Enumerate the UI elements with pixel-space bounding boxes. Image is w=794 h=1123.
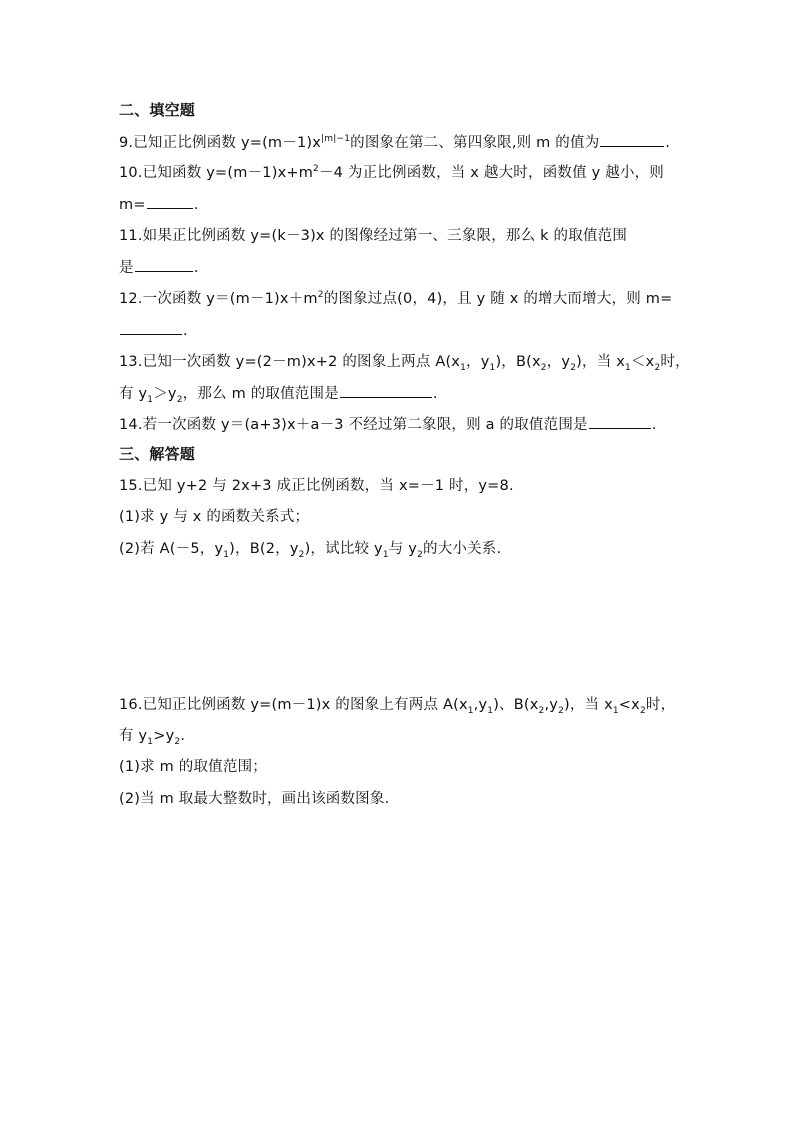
section-title-answer: 三、解答题 xyxy=(119,445,196,463)
question-16-line-2: 有 $y_1>y_2$. xyxy=(119,728,186,747)
question-12-line-1: 12.一次函数 $y=(m-1)x+m^2$的图象过点(0，4)，且 y 随 x 的增大而增大，则 m= xyxy=(119,290,673,307)
question-13-line-2: 有 $y_1>y_2$，那么 m 的取值范围是 . xyxy=(119,383,438,404)
question-15-part-2: (2)若 A(－5，$y_1$)，B(2，$y_2$)，试比较 $y_1$与 $y_2$的大小关系. xyxy=(119,541,502,560)
question-16-part-1: (1)求 m 的取值范围； xyxy=(119,759,267,775)
answer-blank-12[interactable] xyxy=(120,320,182,335)
question-12-line-2: . xyxy=(119,320,188,341)
question-10-line-1: 10.已知函数 $y=(m-1)x+m^2-4$ 为正比例函数，当 x 越大时，函数值 y 越小，则 xyxy=(119,164,664,181)
question-16-part-2: (2)当 m 取最大整数时，画出该函数图象. xyxy=(119,791,390,807)
question-11-line-1: 11.如果正比例函数 y=(k－3)x 的图像经过第一、三象限，那么 k 的取值范围 xyxy=(119,228,628,244)
question-14: 14.若一次函数 y＝(a+3)x＋a－3 不经过第二象限，则 a 的取值范围是 . xyxy=(119,414,657,435)
question-15-part-1: (1)求 y 与 x 的函数关系式； xyxy=(119,509,310,525)
answer-blank-10[interactable] xyxy=(147,194,193,209)
answer-blank-11[interactable] xyxy=(135,257,193,272)
question-10-line-2: m= . xyxy=(119,194,199,215)
question-16-line-1: 16.已知正比例函数 y=(m－1)x 的图象上有两点 $A(x_1,y_1)$、$B(x_2,y_2)$，当 $x_1<x_2$时， xyxy=(119,697,676,716)
question-13-line-1: 13.已知一次函数 y=(2－m)x+2 的图象上两点 $A(x_1$，$y_1$)，$B(x_2$，$y_2$)，当 $x_1<x_2$时， xyxy=(119,354,690,373)
question-15-stem: 15.已知 y+2 与 2x+3 成正比例函数，当 x=－1 时，y=8. xyxy=(119,478,514,494)
answer-blank-14[interactable] xyxy=(589,414,651,429)
question-11-line-2: 是 . xyxy=(119,257,199,278)
answer-blank-13[interactable] xyxy=(340,383,432,398)
section-title-fill-in: 二、填空题 xyxy=(119,101,196,119)
question-9: 9.已知正比例函数 $y=(m-1)x^{|m|-1}$的图象在第二、第四象限,则 m 的值为 . xyxy=(119,132,670,153)
answer-blank-9[interactable] xyxy=(600,132,664,147)
